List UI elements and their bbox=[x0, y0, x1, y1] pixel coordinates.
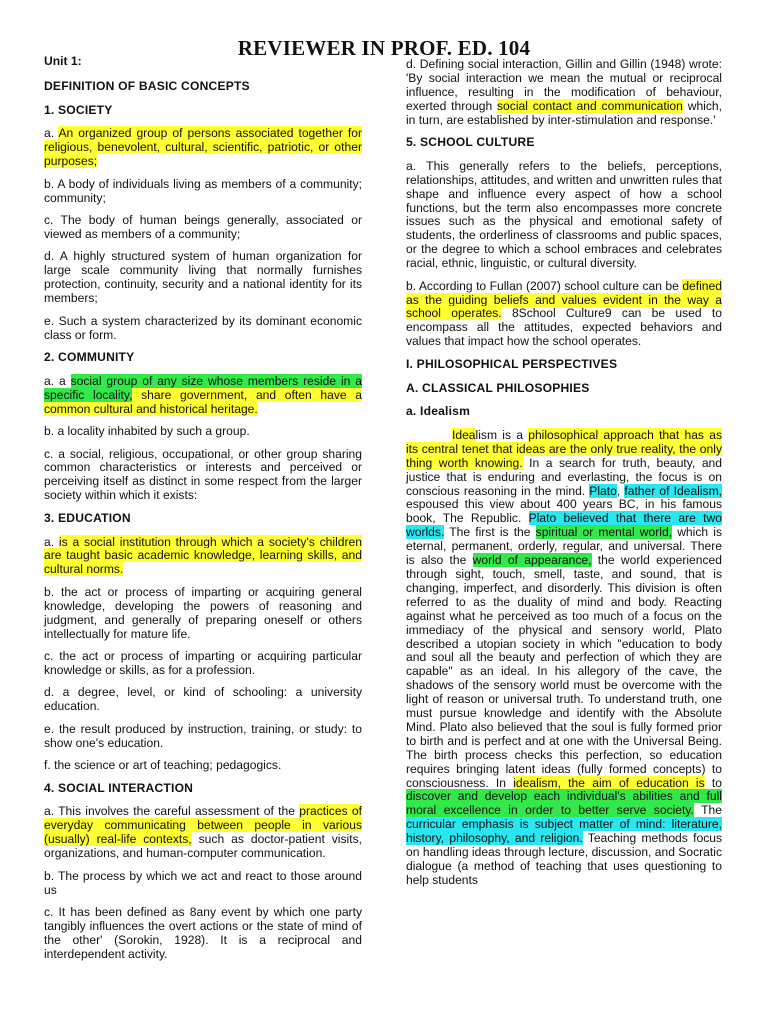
school-culture-heading: 5. SCHOOL CULTURE bbox=[406, 135, 535, 150]
si-d-prefix: d. Defining social interaction, Gillin and Gillin (1948) wrote: 'By social interaction we mean the mutual or reciprocal influence, resulting in the modification of behaviour, exerted through bbox=[406, 57, 722, 113]
society-heading: 1. SOCIETY bbox=[44, 102, 113, 117]
left-column bbox=[44, 55, 362, 970]
sc-b-highlight: defined as the guiding beliefs and values evident in the way a school operates. bbox=[406, 278, 722, 321]
society-item-c: c. The body of human beings generally, associated or viewed as members of a community; bbox=[44, 213, 362, 241]
idealism-hl-two-worlds: Plato believed that there are two worlds. bbox=[406, 511, 722, 540]
idealism-hl-spiritual-world: spiritual or mental world, bbox=[535, 525, 673, 540]
idealism-hl-father: father of Idealism, bbox=[624, 483, 722, 498]
school-culture-item-b bbox=[406, 280, 722, 350]
unit-label: Unit 1: bbox=[44, 54, 82, 68]
idealism-hl-discover: discover and develop each individual's abilities and full moral excellence in order to better serve society. bbox=[406, 789, 722, 818]
si-a-highlight: practices of everyday communicating between people in various (usually) real-life contexts, bbox=[44, 804, 362, 847]
society-item-b: b. A body of individuals living as members of a community; community; bbox=[44, 176, 362, 205]
sc-b-suffix: 8School Culture9 can be used to encompass all the attitudes, expected behaviors and values that impact how the school operates. bbox=[406, 306, 723, 349]
si-d-suffix: which, in turn, are established by inter-stimulation and response.' bbox=[406, 98, 722, 127]
education-item-d: d. a degree, level, or kind of schooling: a university education. bbox=[44, 685, 362, 714]
social-interaction-item-c: c. It has been defined as 8any event by which one party tangibly influences the overt actions or the state of mind of the other' (Sorokin, 1928). It is a reciprocal and interdependent activity. bbox=[44, 905, 362, 961]
idealism-text-4: In a search for truth, beauty, and justice that is enduring and everlasting, the focus is on conscious reasoning in the mind. bbox=[406, 455, 723, 498]
society-a-prefix: a. bbox=[44, 126, 59, 141]
si-a-suffix: such as doctor-patient visits, organizations, and human-computer communication. bbox=[44, 832, 362, 861]
sc-b-prefix: b. According to Fullan (2007) school culture can be bbox=[406, 278, 683, 293]
idealism-text-16: to bbox=[704, 775, 722, 790]
idealism-hl-world-of-appearance: world of appearance, bbox=[472, 553, 592, 568]
society-item-e: e. Such a system characterized by its dominant economic class or form. bbox=[44, 313, 362, 342]
idealism-text-18: The bbox=[693, 803, 722, 818]
education-item-f: f. the science or art of teaching; pedagogics. bbox=[44, 758, 282, 773]
definitions-heading: DEFINITION OF BASIC CONCEPTS bbox=[44, 78, 250, 93]
society-item-a bbox=[44, 127, 362, 169]
philosophical-perspectives-heading: I. PHILOSOPHICAL PERSPECTIVES bbox=[406, 356, 618, 371]
community-heading: 2. COMMUNITY bbox=[44, 350, 135, 365]
social-interaction-item-a bbox=[44, 805, 362, 861]
social-interaction-item-d bbox=[406, 58, 722, 128]
society-a-highlight: An organized group of persons associated together for religious, benevolent, cultural, scientific, patriotic, or other purposes; bbox=[44, 126, 363, 169]
idealism-text-12: which is eternal, permanent, orderly, regular, and universal. There is also the bbox=[406, 525, 722, 568]
social-interaction-heading: 4. SOCIAL INTERACTION bbox=[44, 780, 194, 795]
education-item-b: b. the act or process of imparting or acquiring general knowledge, developing the powers of reasoning and judgment, and generally of preparing oneself or others intellectually for mature life. bbox=[44, 584, 362, 641]
community-a-yellow-highlight: share government, and often have a common cultural and historical heritage. bbox=[44, 387, 362, 416]
idealism-paragraph bbox=[406, 429, 722, 888]
community-item-a bbox=[44, 375, 362, 417]
idealism-hl-1: Idea bbox=[452, 427, 476, 442]
page-title: REVIEWER IN PROF. ED. 104 bbox=[237, 36, 531, 60]
si-a-prefix: a. This involves the careful assessment of the bbox=[44, 804, 300, 819]
social-interaction-item-b: b. The process by which we act and react to those around us bbox=[44, 868, 362, 897]
idealism-hl-curricular: curricular emphasis is subject matter of mind: literature, history, philosophy, and religion. bbox=[406, 817, 722, 846]
community-item-c: c. a social, religious, occupational, or other group sharing common characteristics or interests and perceived or perceiving itself as distinct in some respect from the larger society within which it exists: bbox=[44, 446, 362, 503]
idealism-hl-aim: idealism, the aim of education is bbox=[513, 775, 705, 790]
idealism-text-8: espoused this view about 400 years BC, in his famous book, The Republic. bbox=[406, 497, 722, 526]
classical-philosophies-heading: A. CLASSICAL PHILOSOPHIES bbox=[406, 380, 590, 395]
right-column bbox=[406, 58, 722, 896]
education-a-highlight: is a social institution through which a society's children are taught basic academic knowledge, learning skills, and cultural norms. bbox=[44, 534, 362, 577]
idealism-text-14: the world experienced through sight, touch, smell, taste, and sound, that is changing, imperfect, and disorderly. This division is often referred to as the duality of mind and body. Reacting against what he perceived as too much of a focus on the immediacy of the physical and sensory world, Plato described a utopian society in which "education to body and soul all the beauty and perfection of which they are capable" as an ideal. In his allegory of the cave, the shadows of the sensory world must be overcome with the light of reason or universal truth. To understand truth, one must pursue knowledge and identify with the Absolute Mind. Plato also believed that the soul is fully formed prior to birth and is perfect and at one with the Universal Being. The birth process checks this perfection, so education requires bringing latent ideas (fully formed concepts) to consciousness. In bbox=[406, 553, 723, 790]
idealism-text-6: , bbox=[616, 483, 625, 498]
society-item-d: d. A highly structured system of human organization for large scale community living that normally furnishes protection, continuity, security and a national identity for its members; bbox=[44, 249, 362, 306]
education-heading: 3. EDUCATION bbox=[44, 510, 131, 525]
community-a-green-highlight: social group of any size whose members reside in a specific locality, bbox=[44, 373, 362, 402]
idealism-text-10: The first is the bbox=[444, 525, 536, 540]
idealism-hl-3: philosophical approach that has as its central tenet that ideas are the only true reality, the only thing worth knowing. bbox=[406, 427, 722, 470]
school-culture-item-a: a. This generally refers to the beliefs, perceptions, relationships, attitudes, and written and unwritten rules that shape and influence every aspect of how a school functions, but the term also encompasses more concrete issues such as the physical and emotional safety of students, the orderliness of classrooms and public spaces, or the degree to which a school embraces and celebrates racial, ethnic, linguistic, or cultural diversity. bbox=[406, 158, 722, 271]
education-item-c: c. the act or process of imparting or acquiring particular knowledge or skills, as for a profession. bbox=[44, 649, 362, 677]
idealism-hl-plato: Plato bbox=[589, 483, 617, 498]
si-d-highlight: social contact and communication bbox=[497, 98, 683, 113]
education-item-e: e. the result produced by instruction, training, or study: to show one's education. bbox=[44, 721, 362, 750]
idealism-text-20: Teaching methods focus on handling ideas through lecture, discussion, and Socratic dialogue (a method of teaching that uses questioning to help students bbox=[406, 831, 723, 887]
education-a-prefix: a. bbox=[44, 534, 59, 549]
community-item-b: b. a locality inhabited by such a group. bbox=[44, 424, 250, 439]
community-a-prefix: a. a bbox=[44, 373, 71, 388]
education-item-a bbox=[44, 536, 362, 578]
idealism-text-2: lism is a bbox=[475, 427, 529, 442]
idealism-heading: a. Idealism bbox=[406, 404, 471, 419]
